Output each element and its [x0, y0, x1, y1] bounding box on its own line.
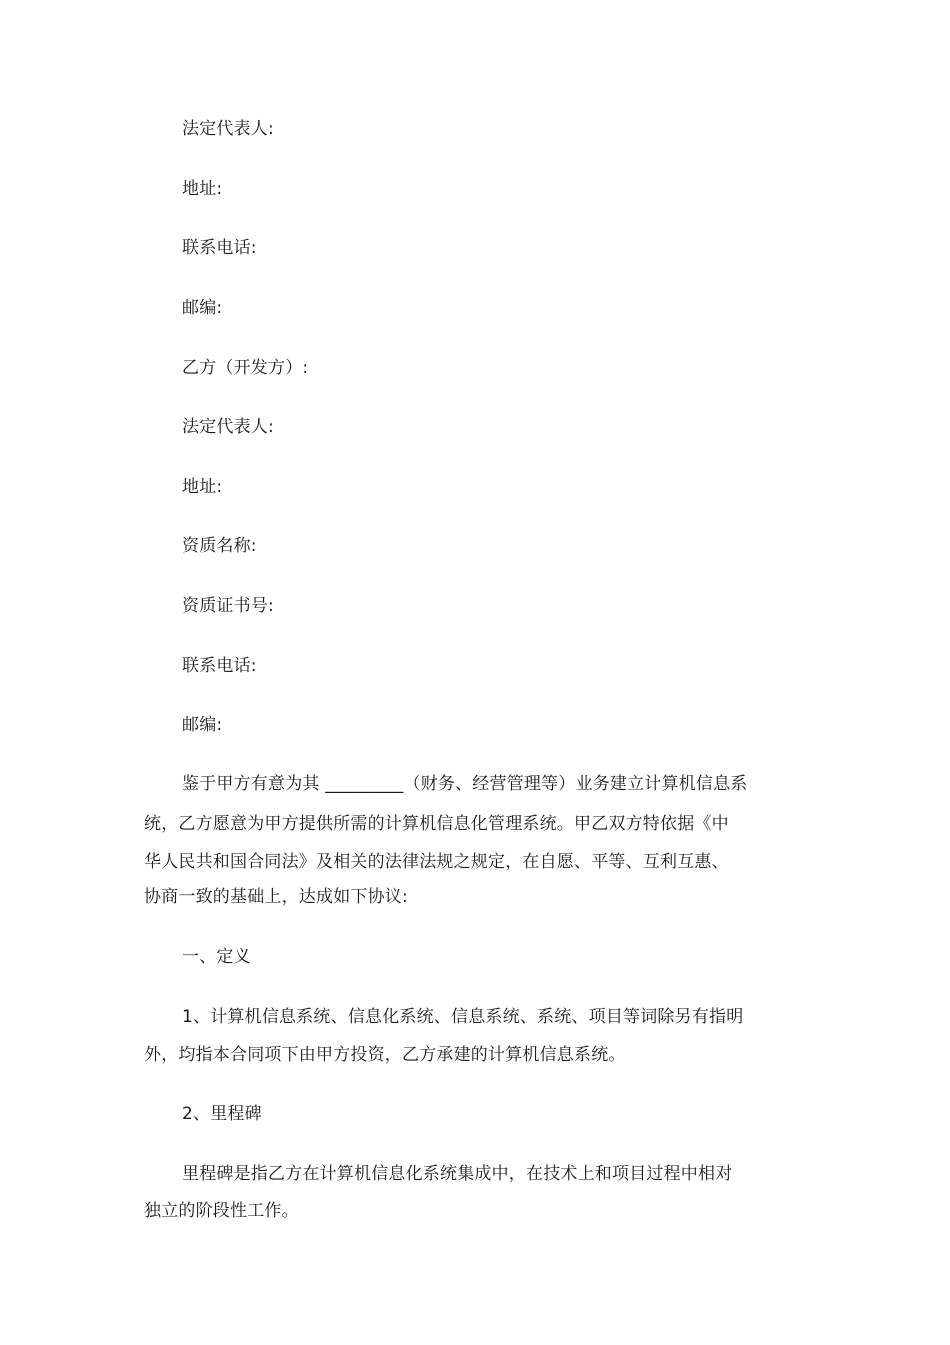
- party-b-address-label: 地址:: [182, 477, 223, 497]
- preamble-line: 鉴于甲方有意为其 _________（财务、经营管理等）业务建立计算机信息系: [182, 774, 748, 794]
- party-b-qualification-name-label: 资质名称:: [182, 536, 257, 556]
- definition-line: 独立的阶段性工作。: [144, 1201, 299, 1221]
- definition-line: 1、计算机信息系统、信息化系统、信息系统、系统、项目等词除另有指明: [182, 1007, 744, 1027]
- party-a-phone-label: 联系电话:: [182, 238, 257, 258]
- definition-line: 外，均指本合同项下由甲方投资，乙方承建的计算机信息系统。: [144, 1045, 626, 1065]
- party-a-postcode-label: 邮编:: [182, 298, 223, 318]
- party-b-qualification-cert-label: 资质证书号:: [182, 596, 274, 616]
- party-b-legal-rep-label: 法定代表人:: [182, 417, 274, 437]
- party-b-heading: 乙方（开发方）:: [182, 358, 309, 378]
- definition-line: 里程碑是指乙方在计算机信息化系统集成中，在技术上和项目过程中相对: [182, 1164, 733, 1184]
- party-a-legal-rep-label: 法定代表人:: [182, 119, 274, 139]
- preamble-line: 华人民共和国合同法》及相关的法律法规之规定，在自愿、平等、互利互惠、: [144, 852, 729, 872]
- preamble-line: 协商一致的基础上，达成如下协议:: [144, 887, 408, 907]
- party-b-phone-label: 联系电话:: [182, 656, 257, 676]
- preamble-line: 统，乙方愿意为甲方提供所需的计算机信息化管理系统。甲乙双方特依据《中: [144, 814, 729, 834]
- party-a-address-label: 地址:: [182, 179, 223, 199]
- section-heading-definitions: 一、定义: [182, 947, 251, 967]
- definition-item-2-heading: 2、里程碑: [182, 1104, 262, 1124]
- party-b-postcode-label: 邮编:: [182, 715, 223, 735]
